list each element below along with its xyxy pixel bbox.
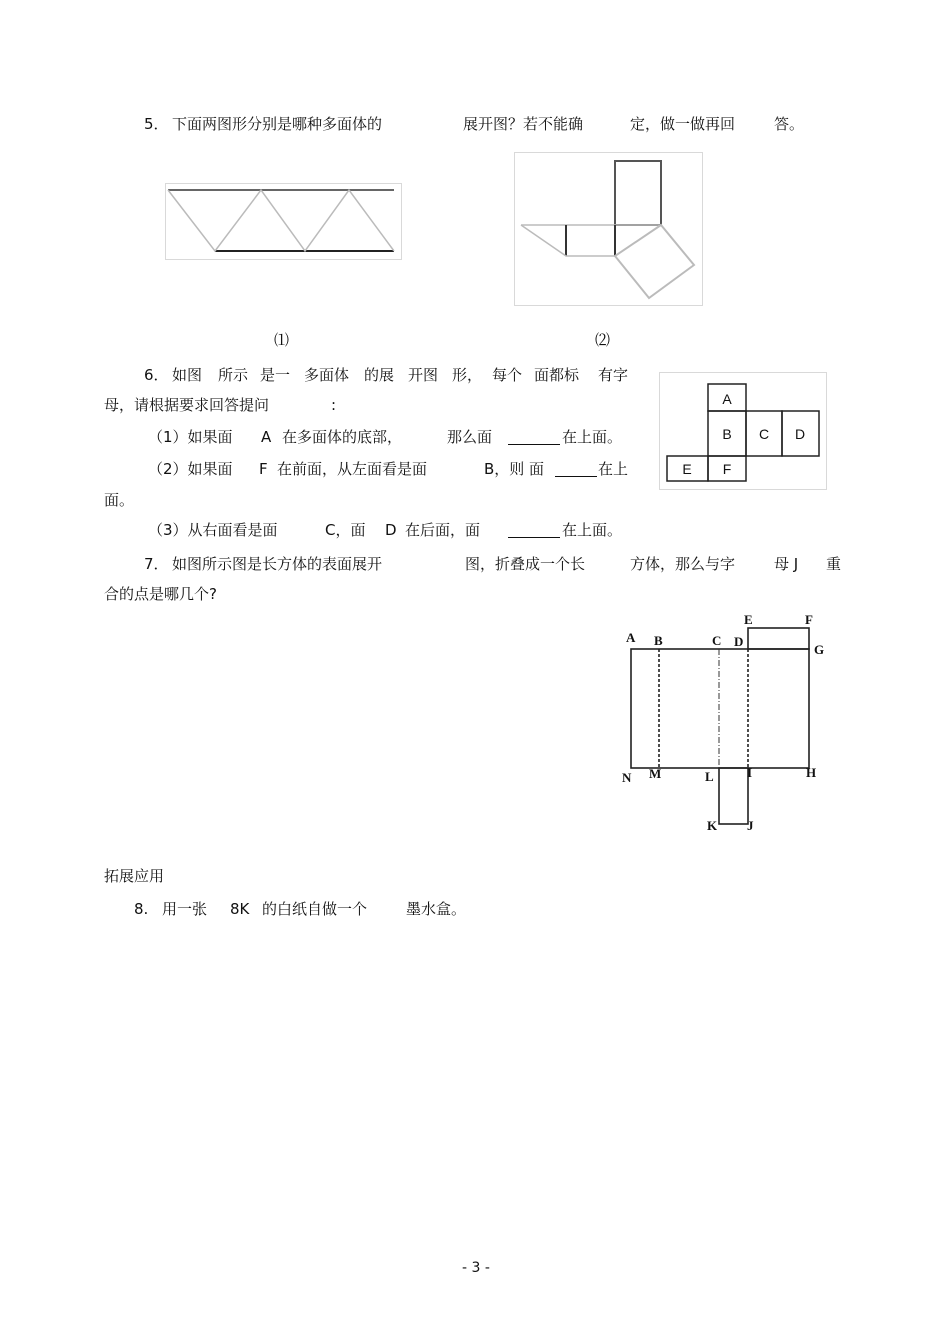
q6-answer-blank-2 <box>555 461 597 477</box>
q5-figure-1-triangle-net <box>165 183 403 261</box>
q6-sub1-text: 在多面体的底部， <box>282 428 403 446</box>
q8-text-2: 8K <box>230 900 250 918</box>
q6-sub2: （2）如果面 <box>148 460 233 478</box>
q7-text-2: 图，折叠成一个长 <box>465 555 586 573</box>
q5-text-3: 定，做一做再回 <box>630 115 736 133</box>
point-label-l: L <box>705 769 714 784</box>
q6-line2-colon: : <box>331 396 337 414</box>
q6-sub2-text: 在前面，从左面看是面 <box>277 460 428 478</box>
net-cell-c: C <box>758 426 770 442</box>
q6-answer-blank-1 <box>508 429 560 445</box>
q6-sub1: （1）如果面 <box>148 428 233 446</box>
q8-text-3: 的白纸自做一个 <box>262 900 368 918</box>
q8-text-1: 用一张 <box>162 900 208 918</box>
q6-sub2-face: F <box>259 460 268 478</box>
q8-text-4: 墨水盒。 <box>406 900 467 918</box>
q6-word: 形， <box>452 366 483 384</box>
q6-sub3-end: 在上面。 <box>562 521 623 539</box>
net-cell-f: F <box>722 461 732 477</box>
section-heading-extension: 拓展应用 <box>104 867 165 885</box>
page-number: - 3 - <box>462 1260 490 1276</box>
q5-text-1: 下面两图形分别是哪种多面体的 <box>172 115 383 133</box>
net-cell-a: A <box>722 391 732 407</box>
point-label-g: G <box>814 642 825 657</box>
q5-text-2: 展开图？若不能确 <box>463 115 584 133</box>
q7-text-3: 方体，那么与字 <box>630 555 736 573</box>
point-label-e: E <box>744 612 753 627</box>
q5-figure-2-cube-net <box>514 152 704 307</box>
q6-word: 开图 <box>408 366 439 384</box>
point-label-h: H <box>806 765 817 780</box>
q6-word: 有字 <box>598 366 629 384</box>
q6-number: 6． <box>144 366 169 384</box>
q7-number: 7． <box>144 555 169 573</box>
q6-sub3-text2: 在后面，面 <box>405 521 481 539</box>
q6-sub2-text2: B，则 面 <box>484 460 545 478</box>
q5-number: 5． <box>144 115 169 133</box>
point-label-i: I <box>747 765 753 780</box>
q6-sub3-face: D <box>385 521 397 539</box>
point-label-j: J <box>747 818 754 833</box>
q5-caption-1: ⑴ <box>274 333 290 349</box>
q6-figure-net <box>659 372 828 491</box>
q6-sub1-text2: 那么面 <box>447 428 493 446</box>
net-cell-e: E <box>682 461 692 477</box>
q6-sub3: （3）从右面看是面 <box>148 521 278 539</box>
q6-word: 多面体 <box>304 366 350 384</box>
q5-caption-2: ⑵ <box>595 333 611 349</box>
point-label-m: M <box>649 766 662 781</box>
q6-line2: 母，请根据要求回答提问 <box>104 396 270 414</box>
q7-figure-box-net <box>618 610 838 836</box>
q6-sub1-end: 在上面。 <box>562 428 623 446</box>
point-label-k: K <box>707 818 718 833</box>
q6-word: 是一 <box>260 366 291 384</box>
net-cell-b: B <box>722 426 732 442</box>
point-label-n: N <box>622 770 632 785</box>
point-label-b: B <box>654 633 663 648</box>
q6-word: 面都标 <box>534 366 580 384</box>
net-cell-d: D <box>794 426 806 442</box>
point-label-d: D <box>734 634 744 649</box>
q7-text-5: 重 <box>826 555 842 573</box>
q6-sub2-wrap: 面。 <box>104 491 135 509</box>
q6-word: 所示 <box>218 366 249 384</box>
q8-number: 8. <box>134 900 149 918</box>
q5-text-4: 答。 <box>774 115 805 133</box>
q6-word: 每个 <box>492 366 523 384</box>
q6-answer-blank-3 <box>508 522 560 538</box>
q6-sub1-face: A <box>261 428 272 446</box>
point-label-c: C <box>712 633 722 648</box>
q7-text-1: 如图所示图是长方体的表面展开 <box>172 555 383 573</box>
point-label-a: A <box>626 630 636 645</box>
q6-sub2-end: 在上 <box>598 460 629 478</box>
q6-sub3-text: C，面 <box>325 521 366 539</box>
q7-line2: 合的点是哪几个? <box>104 585 217 603</box>
point-label-f: F <box>805 612 813 627</box>
q7-text-4: 母 J <box>774 555 799 573</box>
q6-word: 如图 <box>172 366 203 384</box>
q6-word: 的展 <box>364 366 395 384</box>
